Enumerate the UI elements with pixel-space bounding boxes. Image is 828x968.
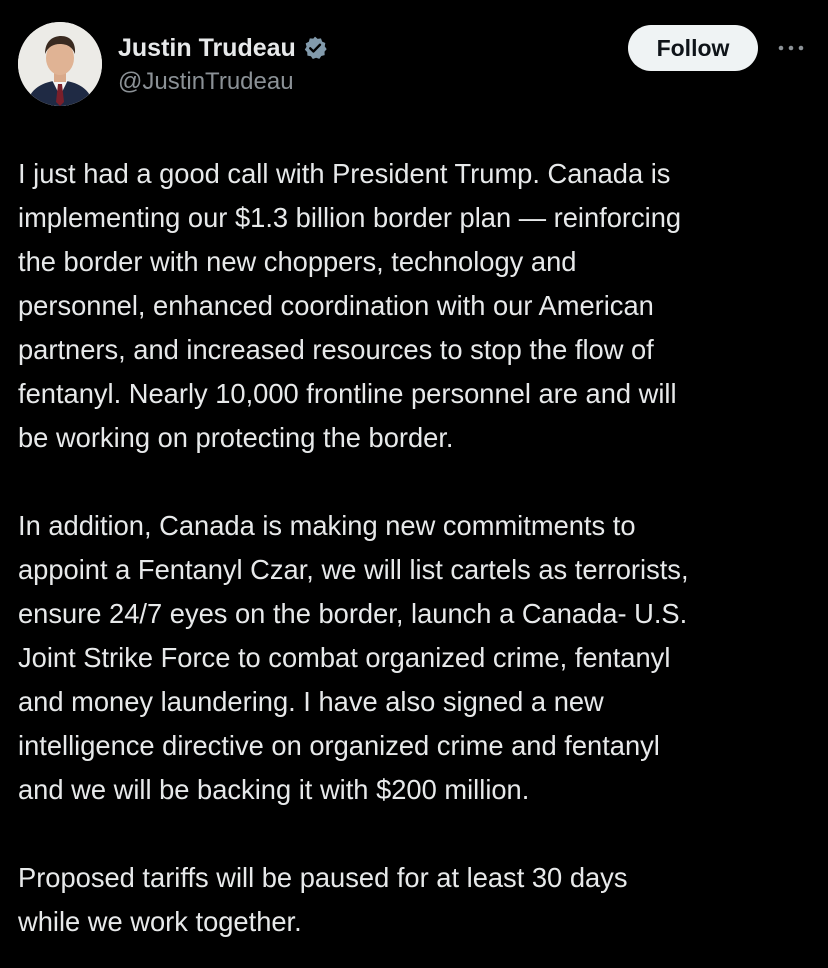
author-handle[interactable]: @JustinTrudeau — [118, 68, 294, 95]
post-paragraph: I just had a good call with President Trump. Canada is implementing our $1.3 billion border plan — reinforcing the border with new choppers, technology and personnel, enhanced coordination with our American partners, and increased resources to stop the flow of fentanyl. Nearly 10,000 frontline personnel are and will be working on protecting the border. — [18, 158, 682, 453]
author-avatar[interactable] — [18, 22, 102, 106]
post-paragraph: In addition, Canada is making new commitments to appoint a Fentanyl Czar, we will list cartels as terrorists, ensure 24/7 eyes on the border, launch a Canada- U.S. Joint Strike Force to combat organized crime, fentanyl and money laundering. I have also signed a new intelligence directive on organized crime and fentanyl and we will be backing it with $200 million. — [18, 510, 689, 805]
post-header — [18, 22, 810, 108]
author-identity — [118, 32, 328, 96]
author-display-name[interactable]: Justin Trudeau — [118, 33, 296, 62]
author-name-row — [118, 32, 328, 64]
ellipsis-icon[interactable] — [774, 38, 808, 58]
post-text — [18, 152, 818, 944]
follow-button[interactable]: Follow — [628, 25, 758, 71]
verified-badge-icon[interactable] — [302, 35, 328, 61]
post-paragraph: Proposed tariffs will be paused for at least 30 days while we work together. — [18, 862, 628, 937]
profile-photo-icon — [18, 22, 102, 106]
